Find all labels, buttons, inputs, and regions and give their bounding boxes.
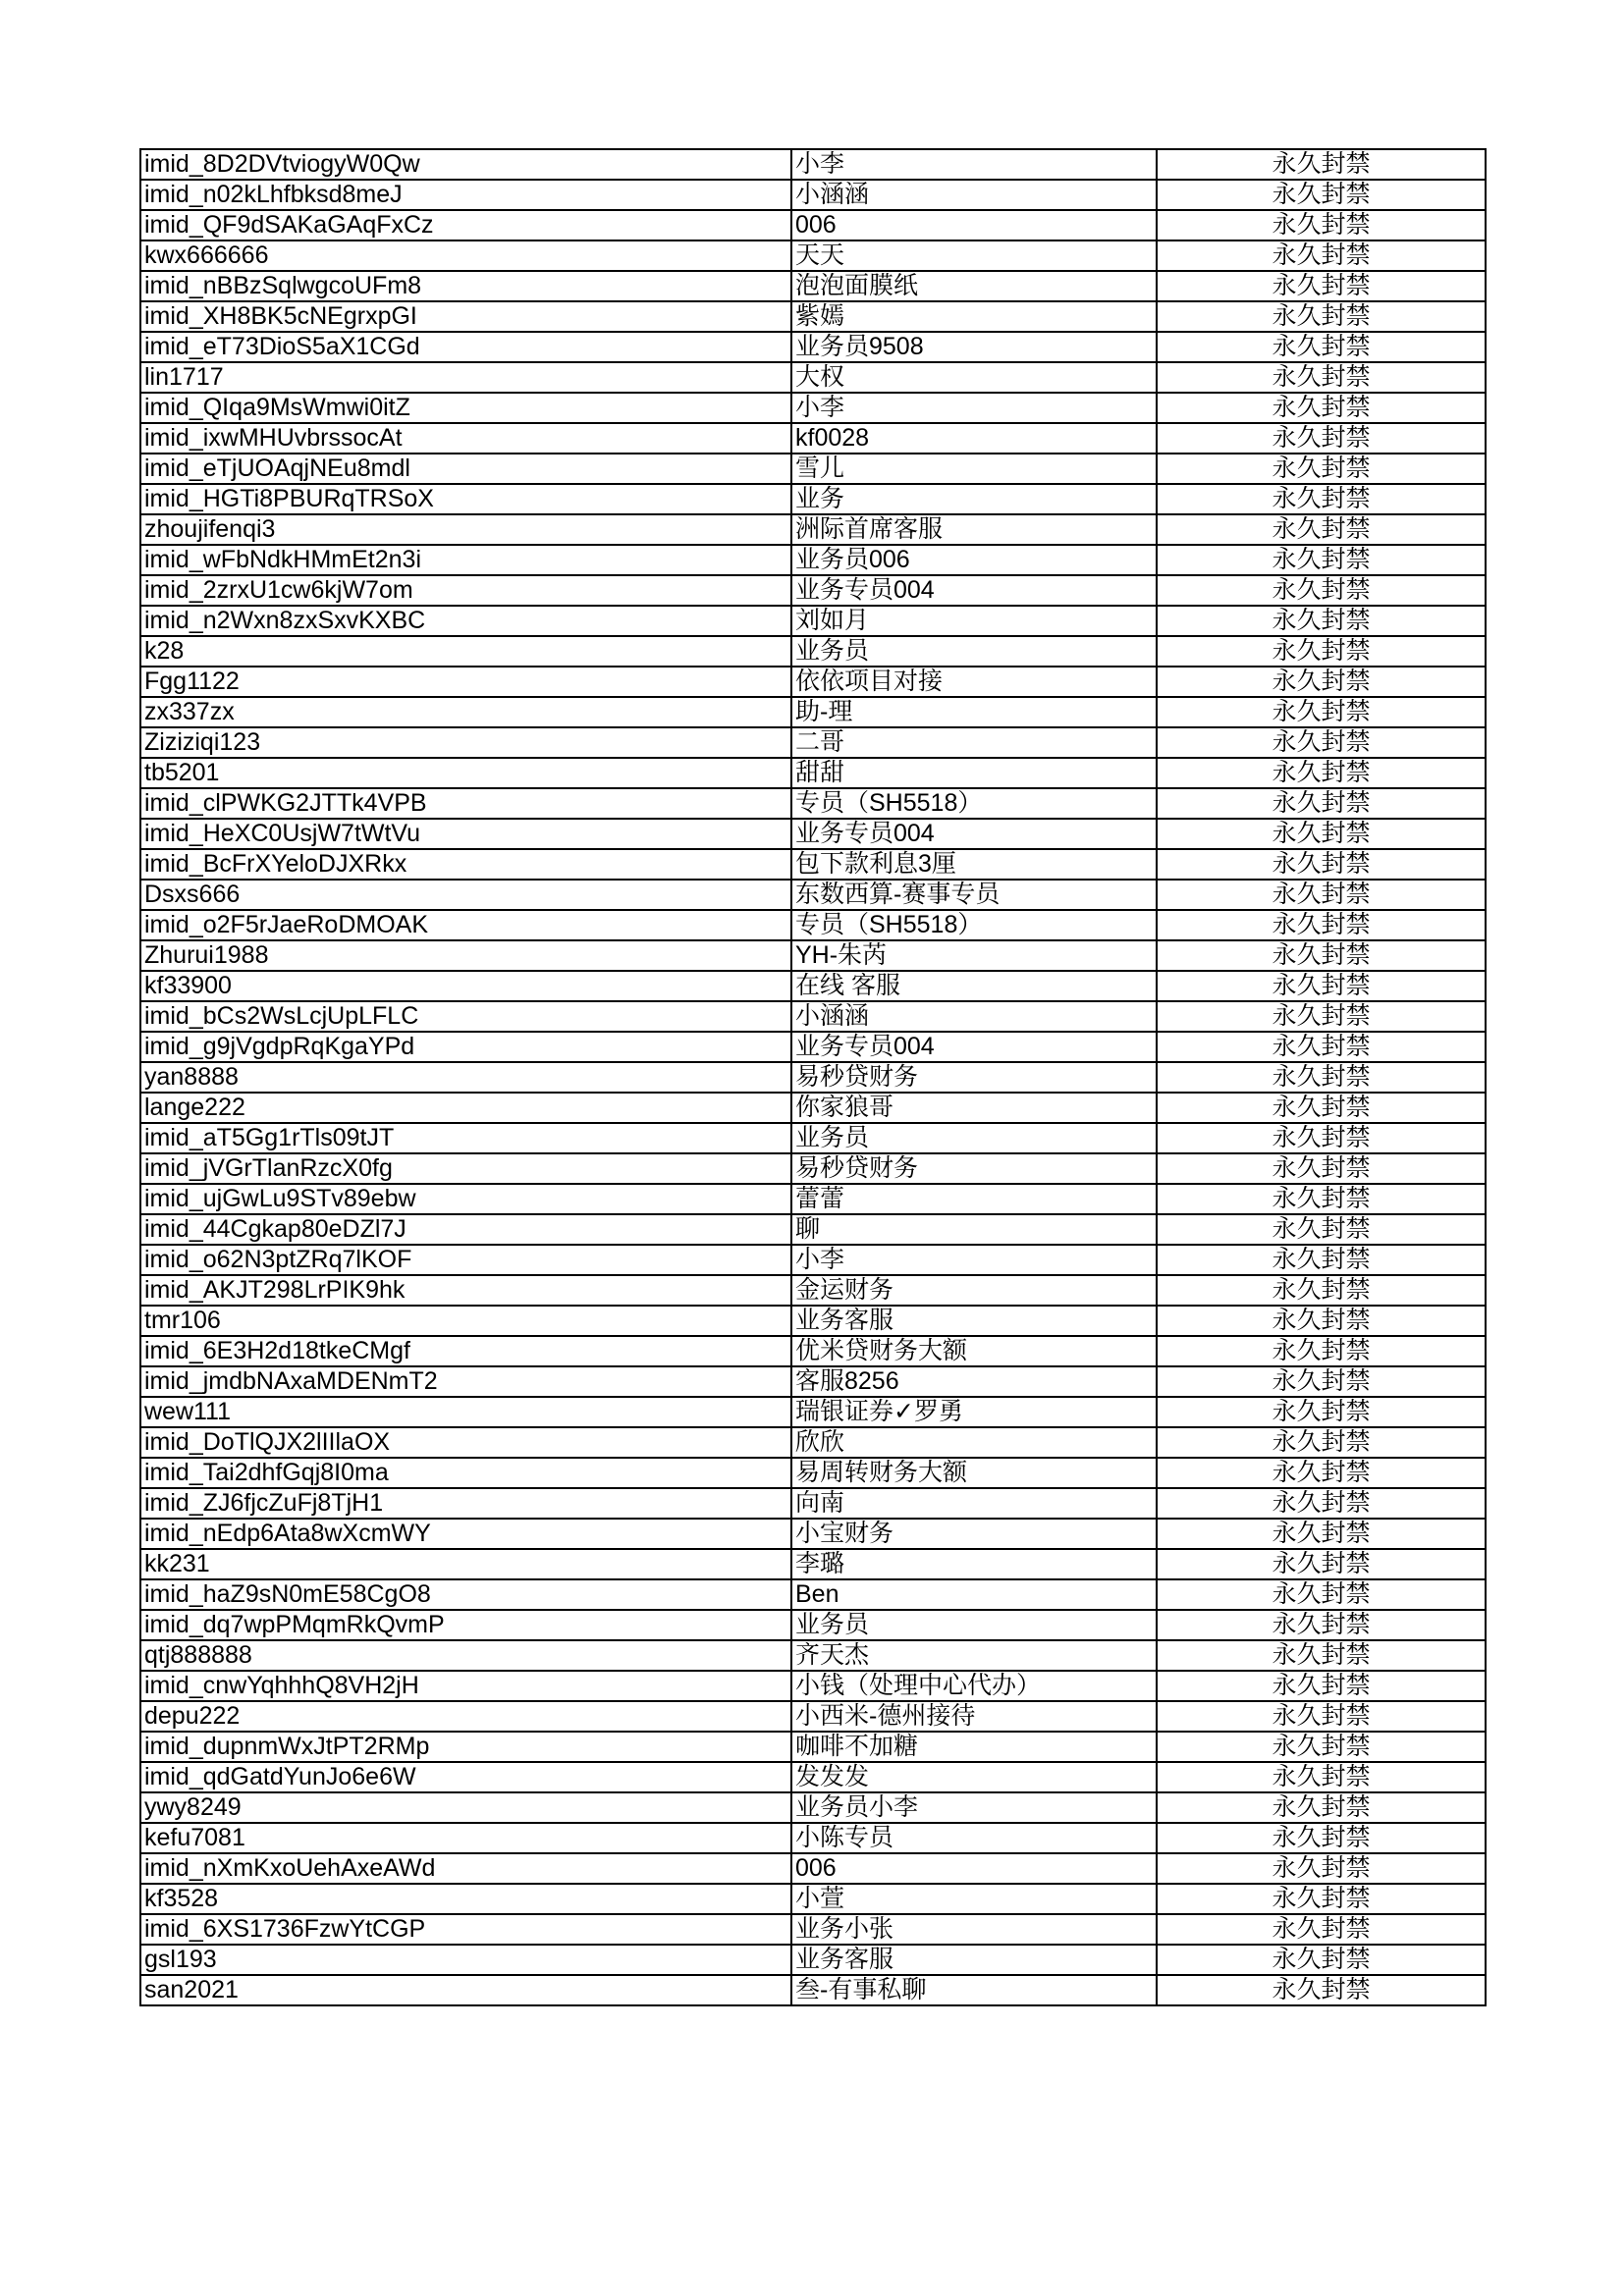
nickname-cell: 业务专员004 <box>791 575 1157 606</box>
nickname-cell: 东数西算-赛事专员 <box>791 880 1157 910</box>
table-row <box>140 1336 1486 1366</box>
nickname-cell: 金运财务 <box>791 1275 1157 1306</box>
table-row <box>140 1762 1486 1792</box>
account-id-cell: imid_jmdbNAxaMDENmT2 <box>140 1366 791 1397</box>
status-cell: 永久封禁 <box>1157 301 1486 332</box>
status-cell: 永久封禁 <box>1157 727 1486 758</box>
table-row <box>140 788 1486 819</box>
account-id-cell: imid_n2Wxn8zxSxvKXBC <box>140 606 791 636</box>
status-cell: 永久封禁 <box>1157 1153 1486 1184</box>
nickname-cell: 雪儿 <box>791 454 1157 484</box>
status-cell: 永久封禁 <box>1157 1397 1486 1427</box>
account-id-cell: imid_aT5Gg1rTls09tJT <box>140 1123 791 1153</box>
nickname-cell: 包下款利息3厘 <box>791 849 1157 880</box>
account-id-cell: imid_clPWKG2JTTk4VPB <box>140 788 791 819</box>
nickname-cell: Ben <box>791 1579 1157 1610</box>
table-row <box>140 697 1486 727</box>
table-row <box>140 1671 1486 1701</box>
status-cell: 永久封禁 <box>1157 1245 1486 1275</box>
table-row <box>140 1123 1486 1153</box>
table-row <box>140 1945 1486 1975</box>
status-cell: 永久封禁 <box>1157 180 1486 210</box>
table-row <box>140 1032 1486 1062</box>
account-id-cell: yan8888 <box>140 1062 791 1093</box>
account-id-cell: imid_qdGatdYunJo6e6W <box>140 1762 791 1792</box>
account-id-cell: imid_AKJT298LrPIK9hk <box>140 1275 791 1306</box>
nickname-cell: 优米贷财务大额 <box>791 1336 1157 1366</box>
table-row <box>140 1732 1486 1762</box>
status-cell: 永久封禁 <box>1157 940 1486 971</box>
nickname-cell: 小宝财务 <box>791 1519 1157 1549</box>
status-cell: 永久封禁 <box>1157 697 1486 727</box>
account-id-cell: imid_bCs2WsLcjUpLFLC <box>140 1001 791 1032</box>
nickname-cell: 李璐 <box>791 1549 1157 1579</box>
account-id-cell: gsl193 <box>140 1945 791 1975</box>
nickname-cell: 发发发 <box>791 1762 1157 1792</box>
status-cell: 永久封禁 <box>1157 1945 1486 1975</box>
status-cell: 永久封禁 <box>1157 514 1486 545</box>
status-cell: 永久封禁 <box>1157 1579 1486 1610</box>
account-id-cell: imid_HGTi8PBURqTRSoX <box>140 484 791 514</box>
status-cell: 永久封禁 <box>1157 1549 1486 1579</box>
table-row <box>140 1853 1486 1884</box>
account-id-cell: imid_wFbNdkHMmEt2n3i <box>140 545 791 575</box>
table-row <box>140 1884 1486 1914</box>
nickname-cell: 006 <box>791 210 1157 240</box>
account-id-cell: wew111 <box>140 1397 791 1427</box>
nickname-cell: 咖啡不加糖 <box>791 1732 1157 1762</box>
account-id-cell: imid_QIqa9MsWmwi0itZ <box>140 393 791 423</box>
account-id-cell: ywy8249 <box>140 1792 791 1823</box>
account-id-cell: imid_44Cgkap80eDZl7J <box>140 1214 791 1245</box>
table-row <box>140 1640 1486 1671</box>
table-row <box>140 1914 1486 1945</box>
nickname-cell: 小李 <box>791 393 1157 423</box>
status-cell: 永久封禁 <box>1157 1214 1486 1245</box>
table-row <box>140 180 1486 210</box>
account-id-cell: Fgg1122 <box>140 667 791 697</box>
account-id-cell: lin1717 <box>140 362 791 393</box>
account-id-cell: san2021 <box>140 1975 791 2005</box>
table-row <box>140 1153 1486 1184</box>
table-row <box>140 1245 1486 1275</box>
nickname-cell: 业务专员004 <box>791 819 1157 849</box>
status-cell: 永久封禁 <box>1157 484 1486 514</box>
account-id-cell: imid_QF9dSAKaGAqFxCz <box>140 210 791 240</box>
table-row <box>140 1062 1486 1093</box>
account-id-cell: imid_g9jVgdpRqKgaYPd <box>140 1032 791 1062</box>
account-id-cell: imid_XH8BK5cNEgrxpGI <box>140 301 791 332</box>
nickname-cell: 业务员9508 <box>791 332 1157 362</box>
status-cell: 永久封禁 <box>1157 606 1486 636</box>
status-cell: 永久封禁 <box>1157 149 1486 180</box>
account-id-cell: imid_nXmKxoUehAxeAWd <box>140 1853 791 1884</box>
table-row <box>140 758 1486 788</box>
status-cell: 永久封禁 <box>1157 1762 1486 1792</box>
status-cell: 永久封禁 <box>1157 1001 1486 1032</box>
nickname-cell: 叁-有事私聊 <box>791 1975 1157 2005</box>
account-id-cell: kk231 <box>140 1549 791 1579</box>
table-row <box>140 1397 1486 1427</box>
account-id-cell: imid_2zrxU1cw6kjW7om <box>140 575 791 606</box>
nickname-cell: 小李 <box>791 149 1157 180</box>
status-cell: 永久封禁 <box>1157 1732 1486 1762</box>
nickname-cell: 小萱 <box>791 1884 1157 1914</box>
status-cell: 永久封禁 <box>1157 454 1486 484</box>
table-row <box>140 484 1486 514</box>
status-cell: 永久封禁 <box>1157 210 1486 240</box>
account-id-cell: Ziziziqi123 <box>140 727 791 758</box>
nickname-cell: 蕾蕾 <box>791 1184 1157 1214</box>
nickname-cell: 业务员 <box>791 636 1157 667</box>
table-row <box>140 1792 1486 1823</box>
table-row <box>140 454 1486 484</box>
account-id-cell: imid_DoTlQJX2lIIlaOX <box>140 1427 791 1458</box>
account-id-cell: depu222 <box>140 1701 791 1732</box>
status-cell: 永久封禁 <box>1157 393 1486 423</box>
status-cell: 永久封禁 <box>1157 880 1486 910</box>
table-row <box>140 423 1486 454</box>
nickname-cell: 小李 <box>791 1245 1157 1275</box>
nickname-cell: 小涵涵 <box>791 180 1157 210</box>
table-row <box>140 332 1486 362</box>
account-id-cell: imid_eTjUOAqjNEu8mdl <box>140 454 791 484</box>
nickname-cell: 业务客服 <box>791 1306 1157 1336</box>
table-row <box>140 849 1486 880</box>
nickname-cell: 小钱（处理中心代办） <box>791 1671 1157 1701</box>
table-row <box>140 667 1486 697</box>
status-cell: 永久封禁 <box>1157 423 1486 454</box>
nickname-cell: 业务小张 <box>791 1914 1157 1945</box>
account-id-cell: kf33900 <box>140 971 791 1001</box>
account-id-cell: imid_Tai2dhfGqj8I0ma <box>140 1458 791 1488</box>
nickname-cell: 齐天杰 <box>791 1640 1157 1671</box>
status-cell: 永久封禁 <box>1157 1123 1486 1153</box>
status-cell: 永久封禁 <box>1157 240 1486 271</box>
account-id-cell: imid_ZJ6fjcZuFj8TjH1 <box>140 1488 791 1519</box>
table-row <box>140 1184 1486 1214</box>
table-row <box>140 727 1486 758</box>
status-cell: 永久封禁 <box>1157 1336 1486 1366</box>
table-row <box>140 1427 1486 1458</box>
status-cell: 永久封禁 <box>1157 1914 1486 1945</box>
ban-list-body <box>140 149 1486 2005</box>
table-row <box>140 819 1486 849</box>
status-cell: 永久封禁 <box>1157 1853 1486 1884</box>
table-row <box>140 575 1486 606</box>
nickname-cell: 刘如月 <box>791 606 1157 636</box>
table-row <box>140 1701 1486 1732</box>
table-row <box>140 1093 1486 1123</box>
nickname-cell: kf0028 <box>791 423 1157 454</box>
table-row <box>140 910 1486 940</box>
account-id-cell: zx337zx <box>140 697 791 727</box>
nickname-cell: 006 <box>791 1853 1157 1884</box>
status-cell: 永久封禁 <box>1157 332 1486 362</box>
account-id-cell: imid_eT73DioS5aX1CGd <box>140 332 791 362</box>
account-id-cell: tmr106 <box>140 1306 791 1336</box>
nickname-cell: 聊 <box>791 1214 1157 1245</box>
table-row <box>140 1579 1486 1610</box>
table-row <box>140 240 1486 271</box>
account-id-cell: imid_nEdp6Ata8wXcmWY <box>140 1519 791 1549</box>
nickname-cell: 业务员小李 <box>791 1792 1157 1823</box>
account-id-cell: zhoujifenqi3 <box>140 514 791 545</box>
nickname-cell: 向南 <box>791 1488 1157 1519</box>
nickname-cell: 客服8256 <box>791 1366 1157 1397</box>
status-cell: 永久封禁 <box>1157 1458 1486 1488</box>
account-id-cell: Zhurui1988 <box>140 940 791 971</box>
account-id-cell: imid_o62N3ptZRq7lKOF <box>140 1245 791 1275</box>
nickname-cell: 专员（SH5518） <box>791 910 1157 940</box>
account-id-cell: imid_8D2DVtviogyW0Qw <box>140 149 791 180</box>
table-row <box>140 940 1486 971</box>
table-row <box>140 1458 1486 1488</box>
status-cell: 永久封禁 <box>1157 849 1486 880</box>
status-cell: 永久封禁 <box>1157 1975 1486 2005</box>
table-row <box>140 1610 1486 1640</box>
account-id-cell: qtj888888 <box>140 1640 791 1671</box>
account-id-cell: tb5201 <box>140 758 791 788</box>
nickname-cell: 大权 <box>791 362 1157 393</box>
table-row <box>140 1275 1486 1306</box>
nickname-cell: 甜甜 <box>791 758 1157 788</box>
status-cell: 永久封禁 <box>1157 758 1486 788</box>
status-cell: 永久封禁 <box>1157 1032 1486 1062</box>
status-cell: 永久封禁 <box>1157 1792 1486 1823</box>
account-id-cell: imid_o2F5rJaeRoDMOAK <box>140 910 791 940</box>
status-cell: 永久封禁 <box>1157 1519 1486 1549</box>
table-row <box>140 514 1486 545</box>
account-id-cell: imid_ixwMHUvbrssocAt <box>140 423 791 454</box>
status-cell: 永久封禁 <box>1157 819 1486 849</box>
account-id-cell: k28 <box>140 636 791 667</box>
table-row <box>140 1214 1486 1245</box>
table-row <box>140 971 1486 1001</box>
nickname-cell: 业务 <box>791 484 1157 514</box>
account-id-cell: imid_BcFrXYeloDJXRkx <box>140 849 791 880</box>
table-row <box>140 362 1486 393</box>
nickname-cell: 欣欣 <box>791 1427 1157 1458</box>
status-cell: 永久封禁 <box>1157 1275 1486 1306</box>
status-cell: 永久封禁 <box>1157 362 1486 393</box>
table-row <box>140 1549 1486 1579</box>
account-id-cell: kefu7081 <box>140 1823 791 1853</box>
ban-list-table <box>139 148 1487 2006</box>
status-cell: 永久封禁 <box>1157 545 1486 575</box>
table-row <box>140 1519 1486 1549</box>
table-row <box>140 1001 1486 1032</box>
nickname-cell: YH-朱芮 <box>791 940 1157 971</box>
table-row <box>140 1488 1486 1519</box>
nickname-cell: 专员（SH5518） <box>791 788 1157 819</box>
table-row <box>140 149 1486 180</box>
account-id-cell: Dsxs666 <box>140 880 791 910</box>
account-id-cell: imid_cnwYqhhhQ8VH2jH <box>140 1671 791 1701</box>
table-row <box>140 545 1486 575</box>
nickname-cell: 助-理 <box>791 697 1157 727</box>
nickname-cell: 易秒贷财务 <box>791 1062 1157 1093</box>
status-cell: 永久封禁 <box>1157 910 1486 940</box>
nickname-cell: 泡泡面膜纸 <box>791 271 1157 301</box>
status-cell: 永久封禁 <box>1157 667 1486 697</box>
nickname-cell: 二哥 <box>791 727 1157 758</box>
nickname-cell: 业务员 <box>791 1123 1157 1153</box>
account-id-cell: imid_dupnmWxJtPT2RMp <box>140 1732 791 1762</box>
table-row <box>140 636 1486 667</box>
account-id-cell: imid_HeXC0UsjW7tWtVu <box>140 819 791 849</box>
status-cell: 永久封禁 <box>1157 575 1486 606</box>
nickname-cell: 瑞银证券✓罗勇 <box>791 1397 1157 1427</box>
status-cell: 永久封禁 <box>1157 788 1486 819</box>
status-cell: 永久封禁 <box>1157 1884 1486 1914</box>
nickname-cell: 业务员006 <box>791 545 1157 575</box>
status-cell: 永久封禁 <box>1157 636 1486 667</box>
status-cell: 永久封禁 <box>1157 1640 1486 1671</box>
status-cell: 永久封禁 <box>1157 1823 1486 1853</box>
nickname-cell: 易周转财务大额 <box>791 1458 1157 1488</box>
table-row <box>140 1823 1486 1853</box>
nickname-cell: 易秒贷财务 <box>791 1153 1157 1184</box>
account-id-cell: imid_n02kLhfbksd8meJ <box>140 180 791 210</box>
account-id-cell: imid_6XS1736FzwYtCGP <box>140 1914 791 1945</box>
account-id-cell: lange222 <box>140 1093 791 1123</box>
status-cell: 永久封禁 <box>1157 1062 1486 1093</box>
nickname-cell: 你家狼哥 <box>791 1093 1157 1123</box>
account-id-cell: imid_nBBzSqlwgcoUFm8 <box>140 271 791 301</box>
nickname-cell: 业务专员004 <box>791 1032 1157 1062</box>
table-row <box>140 301 1486 332</box>
nickname-cell: 洲际首席客服 <box>791 514 1157 545</box>
account-id-cell: imid_ujGwLu9STv89ebw <box>140 1184 791 1214</box>
account-id-cell: imid_haZ9sN0mE58CgO8 <box>140 1579 791 1610</box>
table-row <box>140 210 1486 240</box>
table-row <box>140 880 1486 910</box>
nickname-cell: 业务客服 <box>791 1945 1157 1975</box>
status-cell: 永久封禁 <box>1157 1366 1486 1397</box>
nickname-cell: 紫嫣 <box>791 301 1157 332</box>
table-row <box>140 1306 1486 1336</box>
account-id-cell: imid_6E3H2d18tkeCMgf <box>140 1336 791 1366</box>
status-cell: 永久封禁 <box>1157 1184 1486 1214</box>
table-row <box>140 393 1486 423</box>
table-row <box>140 606 1486 636</box>
nickname-cell: 依依项目对接 <box>791 667 1157 697</box>
nickname-cell: 在线 客服 <box>791 971 1157 1001</box>
nickname-cell: 天天 <box>791 240 1157 271</box>
nickname-cell: 小陈专员 <box>791 1823 1157 1853</box>
account-id-cell: kwx666666 <box>140 240 791 271</box>
nickname-cell: 业务员 <box>791 1610 1157 1640</box>
status-cell: 永久封禁 <box>1157 1093 1486 1123</box>
status-cell: 永久封禁 <box>1157 1671 1486 1701</box>
status-cell: 永久封禁 <box>1157 271 1486 301</box>
status-cell: 永久封禁 <box>1157 1701 1486 1732</box>
account-id-cell: imid_jVGrTlanRzcX0fg <box>140 1153 791 1184</box>
nickname-cell: 小西米-德州接待 <box>791 1701 1157 1732</box>
status-cell: 永久封禁 <box>1157 971 1486 1001</box>
status-cell: 永久封禁 <box>1157 1610 1486 1640</box>
table-row <box>140 1366 1486 1397</box>
status-cell: 永久封禁 <box>1157 1427 1486 1458</box>
account-id-cell: kf3528 <box>140 1884 791 1914</box>
status-cell: 永久封禁 <box>1157 1306 1486 1336</box>
account-id-cell: imid_dq7wpPMqmRkQvmP <box>140 1610 791 1640</box>
nickname-cell: 小涵涵 <box>791 1001 1157 1032</box>
table-row <box>140 271 1486 301</box>
table-row <box>140 1975 1486 2005</box>
status-cell: 永久封禁 <box>1157 1488 1486 1519</box>
